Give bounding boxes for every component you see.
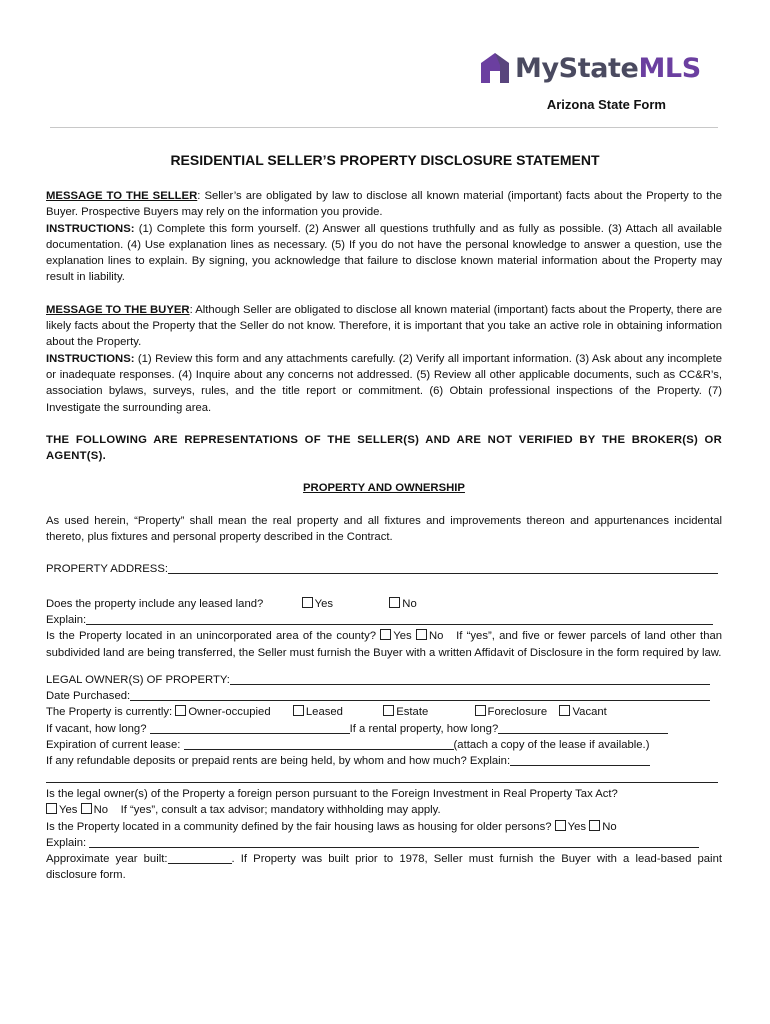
header-divider <box>50 127 718 128</box>
vacancy-rental-row: If vacant, how long? If a rental property, how long? <box>46 721 722 737</box>
seller-message: MESSAGE TO THE SELLER: Seller’s are obligated by law to disclose all known material (important) facts about the Property to the Buyer. Prospective Buyers may rely on the information you provide. <box>46 190 723 219</box>
year-built-field[interactable] <box>168 852 232 864</box>
buyer-instructions: INSTRUCTIONS: (1) Review this form and any attachments carefully. (2) Verify all important information. (3) Ask about any incomplete or inadequate responses. (4) Inquire about any concerns not addressed. (5) Review all other applicable documents, such as CC&R’s, association bylaws, surveys, rules, and the title report or commitment. (6) Obtain professional inspections of the Property. (7) Investigate the surrounding area. <box>46 352 722 414</box>
deposits-field[interactable] <box>510 754 650 766</box>
foreign-yes-checkbox[interactable] <box>46 803 57 814</box>
older-persons-no-checkbox[interactable] <box>589 820 600 831</box>
leased-land-explain-field[interactable] <box>86 613 713 625</box>
leased-land-yes-checkbox[interactable] <box>302 597 313 608</box>
legal-owner-row: LEGAL OWNER(S) OF PROPERTY: <box>46 672 722 688</box>
foreign-person-row: Is the legal owner(s) of the Property a foreign person pursuant to the Foreign Investment in Real Property Tax Act? <box>46 787 618 800</box>
older-persons-row: Is the Property located in a community defined by the fair housing laws as housing for older persons? Yes No <box>46 820 617 833</box>
estate-checkbox[interactable] <box>383 705 394 716</box>
house-logo-icon <box>478 51 512 85</box>
deposits-row: If any refundable deposits or prepaid rents are being held, by whom and how much? Explain: <box>46 753 722 769</box>
owner-occupied-checkbox[interactable] <box>175 705 186 716</box>
buyer-message: MESSAGE TO THE BUYER: Although Seller are obligated to disclose all known material (important) facts about the Property, there are likely facts about the Property that the Seller do not know. Therefore, it is important that you take an active role in obtaining information about the Property. <box>46 303 722 349</box>
older-persons-explain-field[interactable] <box>89 836 699 848</box>
legal-owner-field[interactable] <box>230 673 710 685</box>
leased-land-no-checkbox[interactable] <box>389 597 400 608</box>
rental-how-long-field[interactable] <box>498 722 668 734</box>
seller-message-label: MESSAGE TO THE SELLER <box>46 190 198 202</box>
foreclosure-checkbox[interactable] <box>475 705 486 716</box>
foreign-person-answer-row: Yes No If “yes”, consult a tax advisor; mandatory withholding may apply. <box>46 802 722 818</box>
leased-checkbox[interactable] <box>293 705 304 716</box>
section-heading: PROPERTY AND OWNERSHIP <box>303 482 465 495</box>
property-status-row: The Property is currently: Owner-occupied Leased Estate Foreclosure Vacant <box>46 706 607 719</box>
document-title: RESIDENTIAL SELLER’S PROPERTY DISCLOSURE STATEMENT <box>170 152 600 168</box>
seller-instructions: INSTRUCTIONS: (1) Complete this form yourself. (2) Answer all questions truthfully and as fully as possible. (3) Attach all available documentation. (4) Use explanation lines as necessary. (5) If you do not have the personal knowledge to answer a question, use the explanation lines to explain. By signing, you acknowledge that failure to disclose known material information about the Property may result in liability. <box>46 222 722 284</box>
vacant-how-long-field[interactable] <box>150 722 350 734</box>
buyer-message-label: MESSAGE TO THE BUYER <box>46 303 190 316</box>
older-persons-yes-checkbox[interactable] <box>555 820 566 831</box>
deposits-continuation-row <box>46 770 722 786</box>
state-form-label: Arizona State Form <box>546 97 666 112</box>
unincorporated-row: Is the Property located in an unincorporated area of the county? Yes No If “yes”, and five or fewer parcels of land other than subdivided land are being transferred, the Seller must furnish the Buyer with a written Affidavit of Disclosure in the form required by law. <box>46 630 723 659</box>
lease-expiration-row: Expiration of current lease: (attach a copy of the lease if available.) <box>46 739 650 752</box>
older-persons-explain-row: Explain: <box>46 835 722 851</box>
representations-statement: THE FOLLOWING ARE REPRESENTATIONS OF THE SELLER(S) AND ARE NOT VERIFIED BY THE BROKER(S) OR AGENT(S). <box>46 433 722 463</box>
mystatemls-logo <box>478 51 701 85</box>
year-built-row: Approximate year built: . If Property was built prior to 1978, Seller must furnish the Buyer with a lead-based paint disclosure form. <box>46 853 722 882</box>
vacant-checkbox[interactable] <box>559 705 570 716</box>
property-address-row: PROPERTY ADDRESS: <box>46 561 722 577</box>
property-definition: As used herein, “Property” shall mean the real property and all fixtures and improvements thereon and appurtenances incidental thereto, plus fixtures and personal property described in the Contract. <box>46 514 722 544</box>
unincorporated-no-checkbox[interactable] <box>416 629 427 640</box>
document-body <box>46 188 722 884</box>
leased-land-row: Does the property include any leased land? Yes No <box>46 597 417 610</box>
lease-expiration-field[interactable] <box>184 738 454 750</box>
date-purchased-field[interactable] <box>130 689 710 701</box>
unincorporated-yes-checkbox[interactable] <box>380 629 391 640</box>
logo-wordmark: MyStateMLS <box>515 52 701 84</box>
foreign-no-checkbox[interactable] <box>81 803 92 814</box>
deposits-continuation-field[interactable] <box>46 771 718 783</box>
date-purchased-row: Date Purchased: <box>46 688 722 704</box>
leased-land-explain-row: Explain: <box>46 612 722 628</box>
property-address-field[interactable] <box>168 562 718 574</box>
